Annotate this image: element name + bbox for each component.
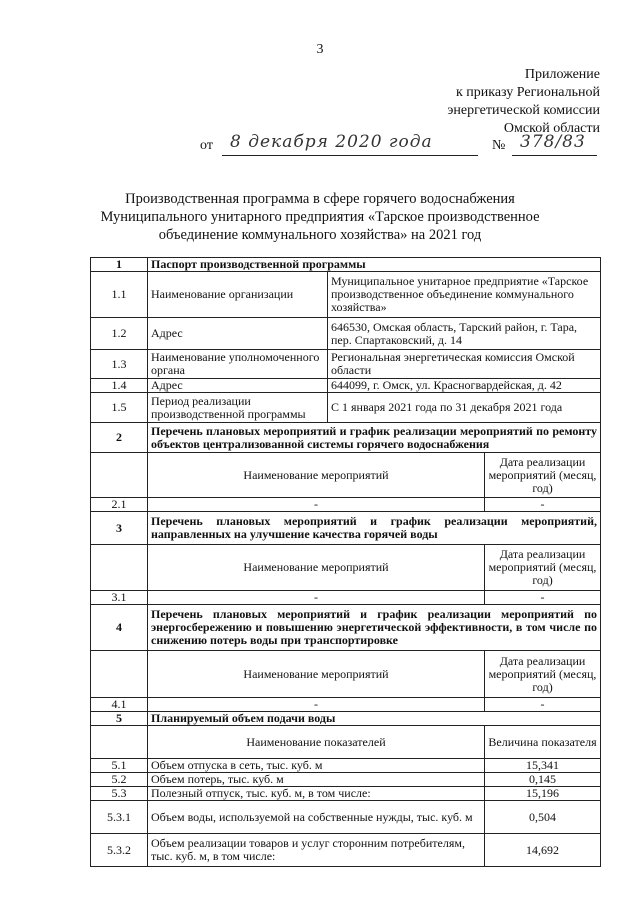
table-row <box>91 350 601 379</box>
table-row <box>91 698 601 712</box>
section-title: Планируемый объем подачи воды <box>148 712 601 726</box>
row-value: 14,692 <box>485 834 601 867</box>
row-value: С 1 января 2021 года по 31 декабря 2021 года <box>328 393 601 423</box>
row-number: 5.1 <box>91 759 148 773</box>
column-header: Дата реализации мероприятий (месяц, год) <box>485 545 601 591</box>
row-label: Период реализации производственной программы <box>148 393 328 423</box>
handwritten-number: 378/83 <box>520 132 586 152</box>
column-header-row <box>91 545 601 591</box>
table-row <box>91 787 601 801</box>
page-number: 3 <box>316 42 324 57</box>
table-row <box>91 498 601 512</box>
row-label: Адрес <box>148 379 328 393</box>
row-label: Объем отпуска в сеть, тыс. куб. м <box>148 759 485 773</box>
row-value: - <box>485 698 601 712</box>
column-header: Наименование мероприятий <box>148 651 485 698</box>
section-header-row <box>91 712 601 726</box>
appendix-line: к приказу Региональной <box>455 85 600 100</box>
title-line: объединение коммунального хозяйства» на 2021 год <box>158 227 482 243</box>
row-value: - <box>148 698 485 712</box>
row-label: Объем реализации товаров и услуг сторонним потребителям, тыс. куб. м, в том числе: <box>148 834 485 867</box>
column-header-row <box>91 651 601 698</box>
column-header: Дата реализации мероприятий (месяц, год) <box>485 453 601 498</box>
row-value: Муниципальное унитарное предприятие «Тарское производственное объединение коммунального хозяйства» <box>328 272 601 318</box>
row-value: - <box>148 498 485 512</box>
row-value: 644099, г. Омск, ул. Красногвардейская, д. 42 <box>328 379 601 393</box>
section-number: 2 <box>91 423 148 453</box>
table-row <box>91 272 601 318</box>
row-number: 2.1 <box>91 498 148 512</box>
section-header-row <box>91 258 601 272</box>
section-header-row <box>91 423 601 453</box>
section-title: Перечень плановых мероприятий и график реализации мероприятий по энергосбережению и повышению энергетической эффективности, в том числе по снижению потерь воды при транспортировке <box>148 605 601 651</box>
section-header-row <box>91 512 601 545</box>
row-label: Объем потерь, тыс. куб. м <box>148 773 485 787</box>
row-value: 15,341 <box>485 759 601 773</box>
program-table <box>90 257 601 867</box>
row-label: Адрес <box>148 318 328 350</box>
section-number: 3 <box>91 512 148 545</box>
title-line: Производственная программа в сфере горячего водоснабжения <box>125 191 515 207</box>
row-number: 3.1 <box>91 591 148 605</box>
section-title: Перечень плановых мероприятий и график реализации мероприятий по ремонту объектов централизованной системы горячего водоснабжения <box>148 423 601 453</box>
empty-cell <box>91 651 148 698</box>
column-header-row <box>91 453 601 498</box>
row-number: 5.3.2 <box>91 834 148 867</box>
table-row <box>91 318 601 350</box>
column-header-row <box>91 726 601 759</box>
table-row <box>91 773 601 787</box>
row-value: 0,145 <box>485 773 601 787</box>
row-number: 5.2 <box>91 773 148 787</box>
row-value: - <box>485 498 601 512</box>
table-row <box>91 801 601 834</box>
section-number: 5 <box>91 712 148 726</box>
row-label: Полезный отпуск, тыс. куб. м, в том числе: <box>148 787 485 801</box>
table-row <box>91 379 601 393</box>
table-row <box>91 591 601 605</box>
appendix-header <box>447 66 600 138</box>
section-title: Паспорт производственной программы <box>148 258 601 272</box>
row-value: Региональная энергетическая комиссия Омской области <box>328 350 601 379</box>
section-header-row <box>91 605 601 651</box>
document-title <box>0 190 640 244</box>
title-line: Муниципального унитарного предприятия «Тарское производственное <box>100 209 540 225</box>
column-header: Наименование мероприятий <box>148 545 485 591</box>
appendix-line: энергетической комиссии <box>447 103 600 118</box>
section-number: 4 <box>91 605 148 651</box>
row-label: Наименование организации <box>148 272 328 318</box>
row-number: 1.4 <box>91 379 148 393</box>
row-label: Объем воды, используемой на собственные нужды, тыс. куб. м <box>148 801 485 834</box>
row-value: 646530, Омская область, Тарский район, г. Тара, пер. Спартаковский, д. 14 <box>328 318 601 350</box>
row-label: Наименование уполномоченного органа <box>148 350 328 379</box>
column-header: Дата реализации мероприятий (месяц, год) <box>485 651 601 698</box>
appendix-line: Омской области <box>503 121 600 136</box>
row-number: 1.3 <box>91 350 148 379</box>
order-date-line <box>200 132 600 160</box>
number-label: № <box>492 138 506 153</box>
row-value: - <box>148 591 485 605</box>
table-row <box>91 393 601 423</box>
row-number: 1.1 <box>91 272 148 318</box>
date-prefix: от <box>200 138 213 153</box>
column-header: Наименование показателей <box>148 726 485 759</box>
section-number: 1 <box>91 258 148 272</box>
column-header: Величина показателя <box>485 726 601 759</box>
row-number: 4.1 <box>91 698 148 712</box>
column-header: Наименование мероприятий <box>148 453 485 498</box>
table-row <box>91 834 601 867</box>
empty-cell <box>91 453 148 498</box>
table-row <box>91 759 601 773</box>
row-number: 1.5 <box>91 393 148 423</box>
section-title: Перечень плановых мероприятий и график реализации мероприятий, направленных на улучшение качества горячей воды <box>148 512 601 545</box>
row-value: 0,504 <box>485 801 601 834</box>
row-number: 5.3.1 <box>91 801 148 834</box>
empty-cell <box>91 545 148 591</box>
handwritten-date: 8 декабря 2020 года <box>230 132 433 152</box>
empty-cell <box>91 726 148 759</box>
row-number: 1.2 <box>91 318 148 350</box>
row-value: 15,196 <box>485 787 601 801</box>
appendix-line: Приложение <box>524 67 600 82</box>
row-number: 5.3 <box>91 787 148 801</box>
row-value: - <box>485 591 601 605</box>
